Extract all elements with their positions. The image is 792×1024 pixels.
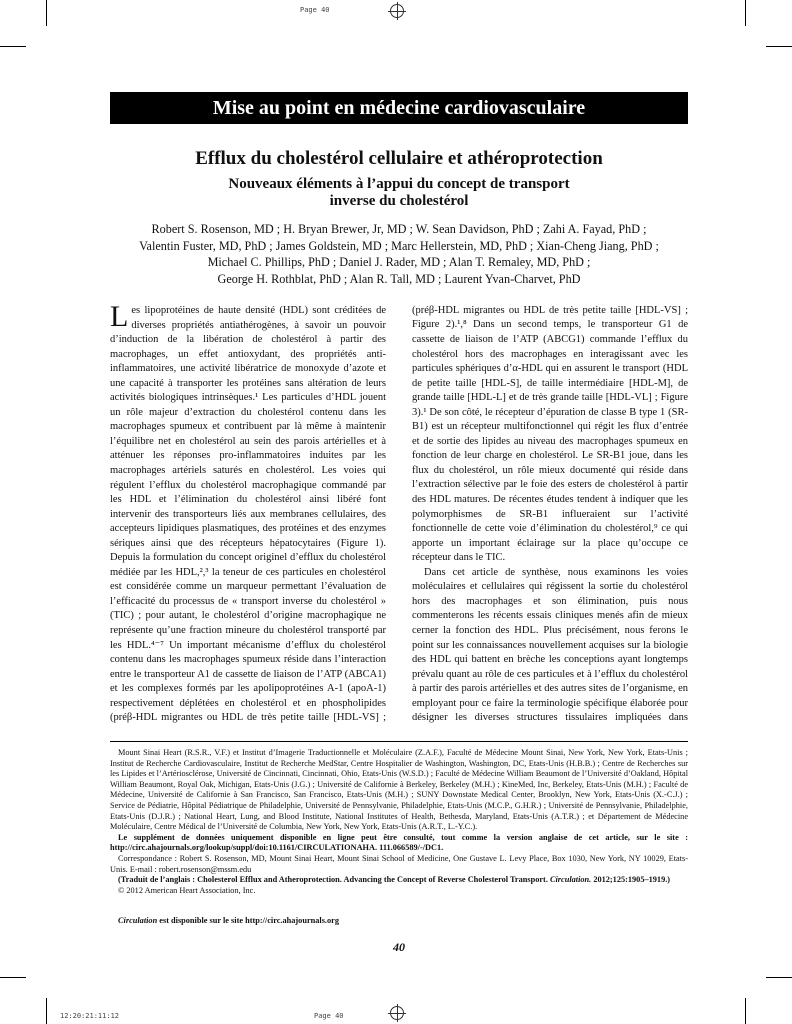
body-paragraph-clone: Dans cet article de synthèse, nous examinons les voies moléculaires et cellulaires qui régissent la sortie du cholestérol hors des macrophages et son élimination, puis nous commenterons les récents essais cliniques menés afin de mieux cerner la fonction des HDL. Plus précisément, nous ferons le point sur les connaissances nouvellement acquises sur la biologie des HDL qui battent en brèche les conceptions ayant longtemps prévalu quant au rôle de ces particules et à l’efflux du cholestérol à partir des parois artérielles et des autres sites de l’organisme, en employant pour ce faire la terminologie spécifique élaborée pour désigner les diverses structures tissulaires impliquées dans xyxy=(412,566,688,724)
crop-mark xyxy=(766,46,792,47)
correspondence: Correspondance : Robert S. Rosenson, MD, Mount Sinai Heart, Mount Sinai School of Medicine, One Gustave L. Levy Place, Box 1030, New York, NY 10029, Etats-Unis. E-mail : robert.rosenson@mssm.edu xyxy=(110,853,688,874)
article-subtitle xyxy=(150,176,648,210)
crop-mark xyxy=(46,998,47,1024)
subtitle-line: Nouveaux éléments à l’appui du concept de transport xyxy=(228,176,570,192)
page-number: 40 xyxy=(393,940,405,954)
author-line: George H. Rothblat, PhD ; Alan R. Tall, MD ; Laurent Yvan-Charvet, PhD xyxy=(217,271,581,286)
author-list xyxy=(110,221,688,287)
affiliations: Mount Sinai Heart (R.S.R., V.F.) et Institut d’Imagerie Traductionnelle et Moléculaire (Z.A.F.), Faculté de Médecine Mount Sinai, New York, New York, Etats-Unis ; Institut de Recherche Cardiovasculaire, Institut de Recherche MedStar, Centre Hospitalier de Washington, Washington, DC, Etats-Unis (H.B.B.) ; Centre de Recherches sur les Lipides et l’Artériosclérose, Université de Cincinnati, Cincinnati, Ohio, Etats-Unis (W.S.D.) ; Faculté de Médecine William Beaumont de l’Université d’Oakland, Hôpital William Beaumont, Royal Oak, Michigan, Etats-Unis (J.G.) ; Université de Californie à Berkeley, Berkeley (M.H.) ; KineMed, Inc, Berkeley, Etats-Unis (M.H.) ; Faculté de Médecine, Université de Californie à San Francisco, San Francisco, Etats-Unis (M.H.) ; SUNY Downstate Medical Center, Brooklyn, New York, Etats-Unis (X.-C.J.) ; Service de Pédiatrie, Hôpital Pédiatrique de Philadelphie, Université de Pennsylvanie, Philadelphie, Etats-Unis (M.C.P., G.H.R.) ; Université de Pennsylvanie, Philadelphie, Etats-Unis (D.J.R.) ; National Heart, Lung, and Blood Institute, National Institutes of Health, Bethesda, Maryland, Etats-Unis (A.T.R.) ; et Département de Médecine Moléculaire, Centre Médical de l’Université de Columbia, New York, New York, Etats-Unis (A.R.T., L.-Y.C.). xyxy=(110,748,688,832)
crop-mark xyxy=(745,0,746,26)
body-column-left xyxy=(110,304,386,724)
crop-mark xyxy=(0,977,26,978)
crop-mark xyxy=(745,998,746,1024)
crop-mark xyxy=(46,0,47,26)
dropcap: L xyxy=(110,304,129,333)
copyright: © 2012 American Heart Association, Inc. xyxy=(118,885,256,895)
author-line: Robert S. Rosenson, MD ; H. Bryan Brewer, Jr, MD ; W. Sean Davidson, PhD ; Zahi A. Fayad, PhD ; xyxy=(151,222,647,236)
footnotes xyxy=(110,748,688,896)
supplement-note: Le supplément de données uniquement disponible en ligne peut être consulté, tout comme la version anglaise de cet article, sur le site : http://circ.ahajournals.org/lookup/suppl/doi:10.1161/CIRCULATIONAHA. 111.066589/-/DC1. xyxy=(110,832,688,853)
author-line: Michael C. Phillips, PhD ; Daniel J. Rader, MD ; Alan T. Remaley, MD, PhD ; xyxy=(207,255,591,270)
availability-note: Circulation est disponible sur le site http://circ.ahajournals.org xyxy=(118,916,339,925)
subtitle-line: inverse du cholestérol xyxy=(329,193,469,209)
author-line: Valentin Fuster, MD, PhD ; James Goldstein, MD ; Marc Hellerstein, MD, PhD ; Xian-Cheng Jiang, PhD ; xyxy=(139,238,659,253)
footer-timestamp: 12:20:21:11:12 xyxy=(60,1012,120,1020)
registration-mark-top xyxy=(390,4,404,18)
body-column-right xyxy=(412,304,688,724)
article-title: Efflux du cholestérol cellulaire et athéroprotection xyxy=(195,148,603,169)
body-paragraph-clone: (préβ-HDL migrantes ou HDL de très petite taille [HDL-VS] ; Figure 2).¹,⁸ Dans un second temps, le transporteur G1 de cassette de liaison de l’ATP (ABCG1) commande l’efflux du cholestérol hors des macrophages en interagissant avec les particules sphériques d’α-HDL qui en assurent le transport (HDL de petite taille [HDL-S], de taille intermédiaire [HDL-M], de grande taille [HDL-L] et de très grande taille [HDL-VL] ; Figure 3).¹ De son côté, le récepteur d’épuration de classe B type 1 (SR-B1) est un récepteur multifonctionnel qui régit les flux d’entrée et de sortie des lipides au niveau des macrophages spumeux en fonction de leur charge en cholestérol. Le SR-B1 joue, dans les flux du cholestérol, un rôle mieux documenté qui réside dans l’extraction sélective par le foie des esters de cholestérol à partir des HDL matures. De récentes études tendent à indiquer que les polymorphismes de SR-B1 influeraient sur l’activité fonctionnelle de cette voie d’élimination du cholestérol,⁹ ce qui apporte un important éclairage sur la place qu’occupe ce récepteur dans le TIC. xyxy=(412,304,688,564)
translation-note: (Traduit de l’anglais : Cholesterol Efflux and Atheroprotection. Advancing the Concept of Reverse Cholesterol Transport. Circulation. 2012;125:1905–1919.) xyxy=(118,875,671,885)
crop-mark xyxy=(0,46,26,47)
header-slug: Page 40 xyxy=(300,6,330,14)
crop-mark xyxy=(766,977,792,978)
footnote-rule xyxy=(110,741,688,742)
footer-slug: Page 40 xyxy=(314,1012,344,1020)
registration-mark-bottom xyxy=(390,1006,404,1020)
section-banner: Mise au point en médecine cardiovasculaire xyxy=(110,92,688,124)
body-paragraph: es lipoprotéines de haute densité (HDL) sont créditées de diverses propriétés antiathérogènes, à savoir un pouvoir d’induction de la libération de cholestérol à partir des macrophages, un effet antioxydant, des propriétés anti-inflammatoires, une activité libératrice de monoxyde d’azote et une capacité à transporter les protéines sans altération de leurs activités biologiques intrinsèques.¹ Les particules d’HDL jouent un rôle majeur d’extraction du cholestérol contenu dans les macrophages spumeux et contribuent par là même à maintenir l’équilibre net en cholestérol au sein des parois artérielles et à atténuer les réponses pro-inflammatoires induites par les macrophages artériels saturés en cholestérol. Les voies qui régulent l’efflux du cholestérol macrophagique commandé par les HDL et l’élimination du cholestérol ainsi libéré font intervenir des transporteurs liés aux membranes cellulaires, des accepteurs lipidiques plasmatiques, des protéines et des enzymes sériques ainsi que des récepteurs hépatocytaires (Figure 1). Depuis la formulation du concept originel d’efflux du cholestérol médiée par les HDL,²,³ la teneur de ces particules en cholestérol est considérée comme un marqueur permettant l’évaluation de l’efficacité du processus de « transport inverse du cholestérol » (TIC) ; pour autant, le cholestérol d’origine macrophagique ne représente qu’une fraction mineure du cholestérol transporté par les HDL.⁴⁻⁷ Un important mécanisme d’efflux du cholestérol contenu dans les macrophages spumeux réside dans l’interaction entre le transporteur A1 de cassette de liaison de l’ATP (ABCA1) et les complexes formés par les apolipoprotéines A-1 (apoA-1) respectivement déplétées en cholestérol et en phospholipides (préβ-HDL migrantes ou HDL de très petite taille [HDL-VS] ; xyxy=(110,305,386,724)
